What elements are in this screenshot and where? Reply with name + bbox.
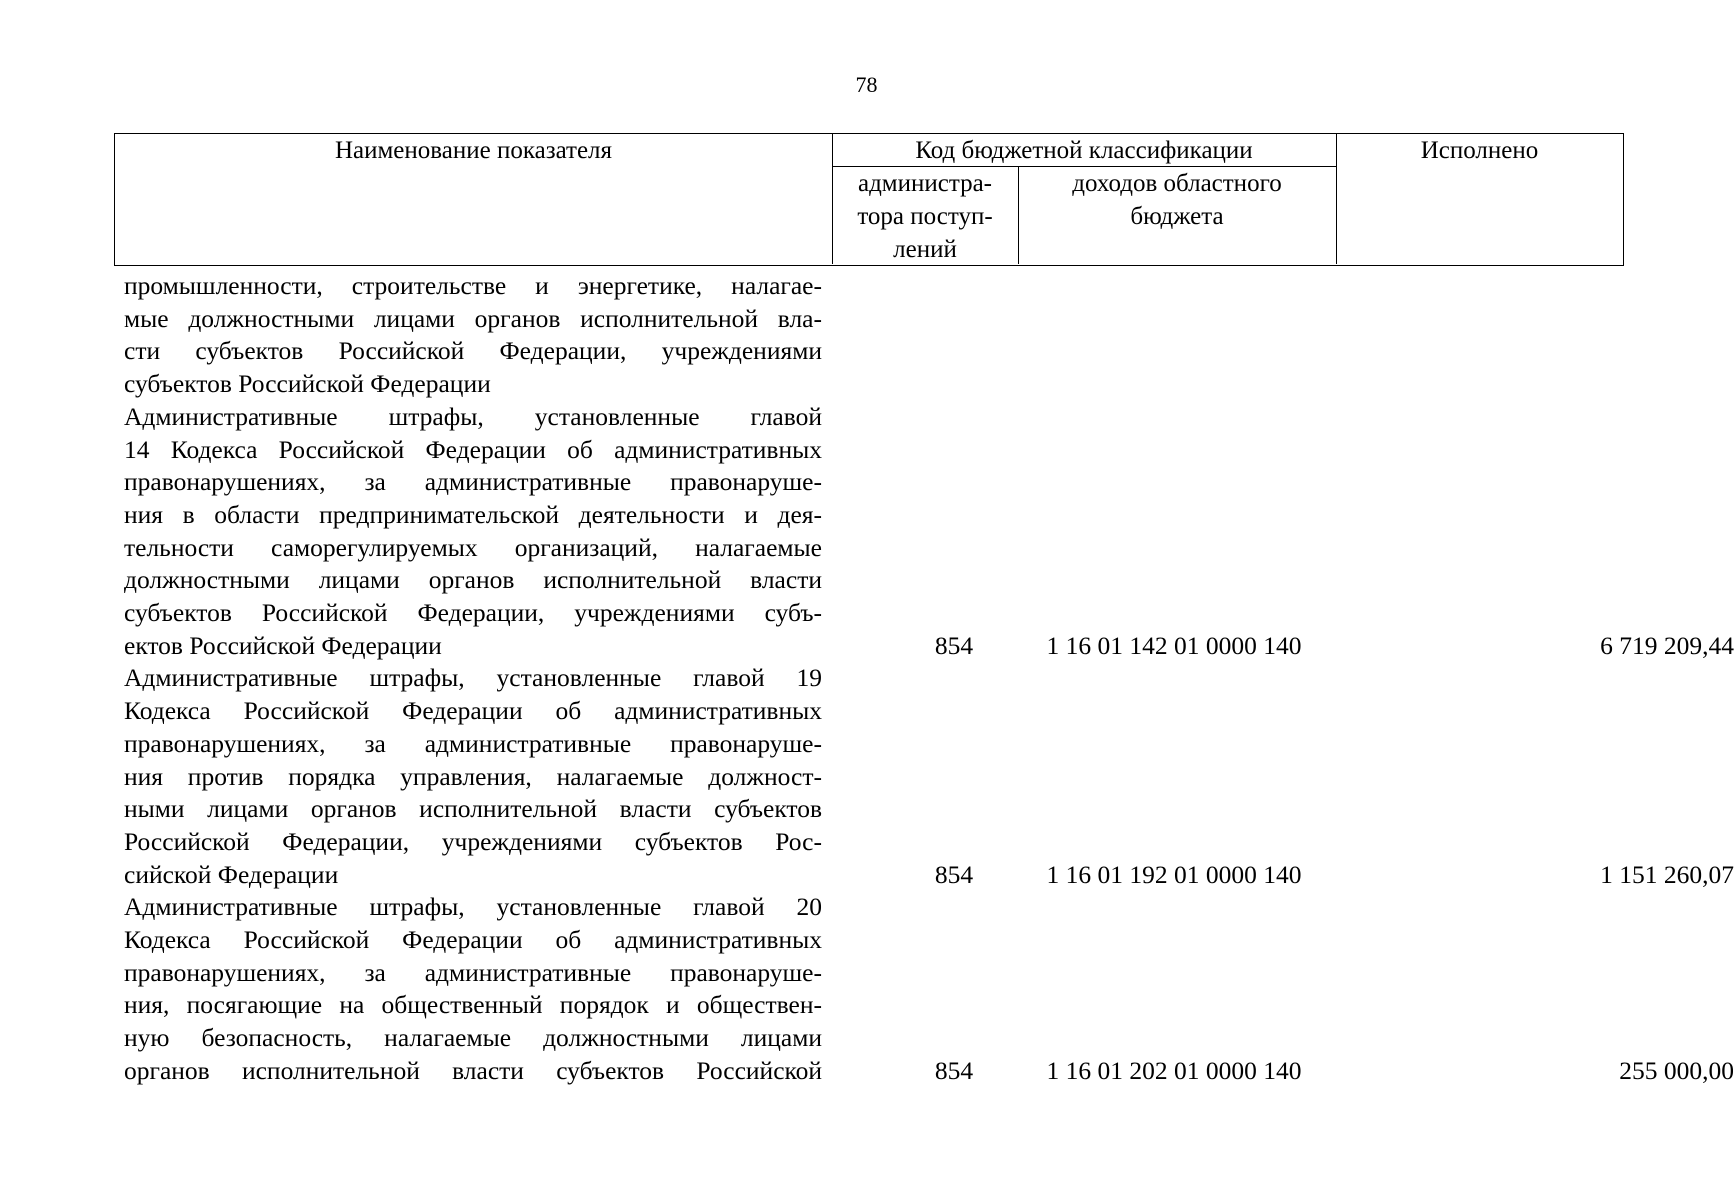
- indicator-name-line: Административные штрафы, установленные главой: [124, 401, 822, 431]
- table-row: [124, 891, 1734, 1087]
- indicator-name-line: ния против порядка управления, налагаемые должност-: [124, 761, 822, 791]
- header-col-executed: Исполнено: [1420, 137, 1539, 164]
- indicator-name-line: субъектов Российской Федерации: [124, 369, 491, 399]
- header-col-name: Наименование показателя: [334, 137, 613, 164]
- header-col-admin-line: лений: [893, 236, 957, 263]
- table-row: [124, 401, 1734, 663]
- indicator-name: [124, 662, 822, 891]
- indicator-name-line: мые должностными лицами органов исполнительной вла-: [124, 303, 822, 333]
- executed-amount: 255 000,00: [1619, 1055, 1734, 1085]
- income-code: 1 16 01 202 01 0000 140: [1046, 1055, 1302, 1085]
- table-header: [114, 133, 1624, 266]
- indicator-name-line: Российской Федерации, учреждениями субъектов Рос-: [124, 826, 822, 856]
- indicator-name-line: ния в области предпринимательской деятельности и дея-: [124, 499, 822, 529]
- indicator-name-line: ния, посягающие на общественный порядок и обществен-: [124, 990, 822, 1020]
- indicator-name-line: Административные штрафы, установленные главой 19: [124, 663, 822, 693]
- indicator-name-line: сийской Федерации: [124, 859, 339, 889]
- indicator-name-line: промышленности, строительстве и энергетике, налагае-: [124, 271, 822, 300]
- indicator-name-line: Кодекса Российской Федерации об административных: [124, 925, 822, 955]
- indicator-name: [124, 891, 822, 1087]
- header-col-income: [1018, 167, 1336, 233]
- indicator-name-line: Административные штрафы, установленные главой 20: [124, 892, 822, 922]
- indicator-name-line: правонарушениях, за административные правонаруше-: [124, 957, 822, 987]
- indicator-name: [124, 401, 822, 663]
- indicator-name-line: должностными лицами органов исполнительной власти: [124, 565, 822, 595]
- header-col-admin-line: администра-: [857, 170, 993, 197]
- table-row: [124, 662, 1734, 891]
- income-code: 1 16 01 192 01 0000 140: [1046, 859, 1302, 889]
- indicator-name-line: Кодекса Российской Федерации об административных: [124, 696, 822, 726]
- indicator-name-line: тельности саморегулируемых организаций, налагаемые: [124, 532, 822, 562]
- executed-amount: 1 151 260,07: [1600, 859, 1734, 889]
- indicator-name-line: органов исполнительной власти субъектов Российской: [124, 1055, 822, 1085]
- indicator-name-line: ными лицами органов исполнительной власти субъектов: [124, 794, 822, 824]
- executed-amount: 6 719 209,44: [1600, 630, 1734, 660]
- indicator-name-line: ектов Российской Федерации: [124, 630, 442, 660]
- header-col-code-group: Код бюджетной классификации: [915, 137, 1253, 164]
- table-row: [124, 270, 1624, 401]
- header-col-income-line: бюджета: [1130, 203, 1224, 230]
- income-code: 1 16 01 142 01 0000 140: [1046, 630, 1302, 660]
- admin-code: 854: [934, 859, 974, 889]
- indicator-name-line: 14 Кодекса Российской Федерации об административных: [124, 434, 822, 464]
- admin-code: 854: [934, 1055, 974, 1085]
- header-col-admin: [832, 167, 1018, 266]
- header-col-income-line: доходов областного: [1072, 170, 1282, 197]
- header-col-admin-line: тора поступ-: [857, 203, 993, 230]
- indicator-name-line: субъектов Российской Федерации, учреждениями субъ-: [124, 598, 822, 628]
- admin-code: 854: [934, 630, 974, 660]
- indicator-name-line: правонарушениях, за административные правонаруше-: [124, 728, 822, 758]
- indicator-name-line: ную безопасность, налагаемые должностными лицами: [124, 1023, 822, 1053]
- indicator-name: [124, 270, 822, 401]
- indicator-name-line: сти субъектов Российской Федерации, учреждениями: [124, 336, 822, 366]
- table-body: [124, 270, 1734, 1088]
- page-number: 78: [855, 72, 878, 97]
- indicator-name-line: правонарушениях, за административные правонаруше-: [124, 467, 822, 497]
